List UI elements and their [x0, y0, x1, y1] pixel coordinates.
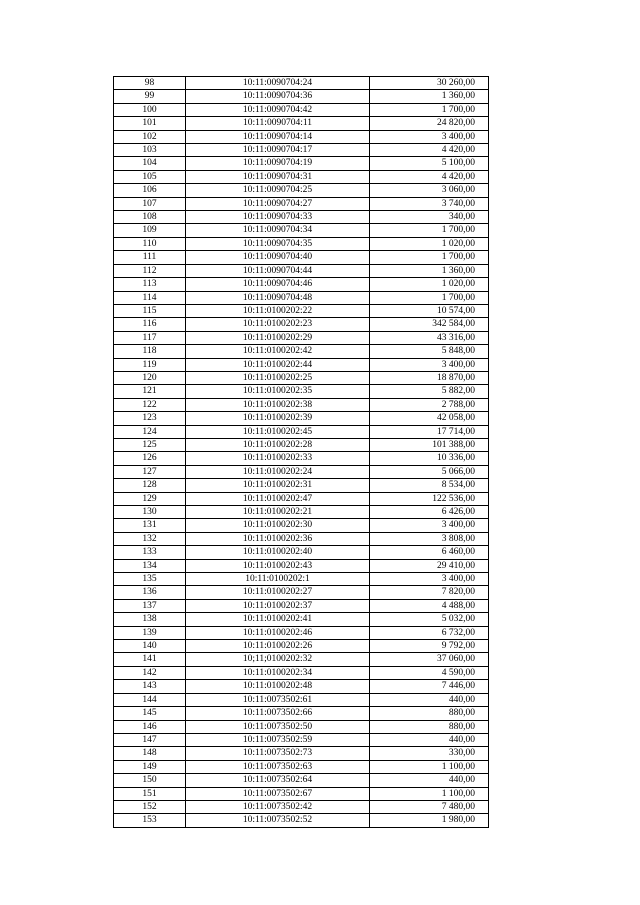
- amount-cell: 1 700,00: [370, 251, 489, 264]
- table-row: [114, 345, 489, 358]
- row-number-cell: 115: [114, 304, 186, 317]
- row-number-cell: 144: [114, 693, 186, 706]
- cadastral-number-cell: 10:11:0100202:30: [186, 519, 370, 532]
- amount-cell: 30 260,00: [370, 77, 489, 90]
- table-row: [114, 251, 489, 264]
- table-row: [114, 224, 489, 237]
- amount-cell: 3 060,00: [370, 184, 489, 197]
- table-row: [114, 291, 489, 304]
- amount-cell: 3 740,00: [370, 197, 489, 210]
- table-row: [114, 532, 489, 545]
- row-number-cell: 99: [114, 90, 186, 103]
- amount-cell: 1 360,00: [370, 264, 489, 277]
- cadastral-number-cell: 10:11:0100202:26: [186, 640, 370, 653]
- table-row: [114, 130, 489, 143]
- row-number-cell: 104: [114, 157, 186, 170]
- cadastral-number-cell: 10:11:0100202:36: [186, 532, 370, 545]
- amount-cell: 1 020,00: [370, 237, 489, 250]
- cadastral-number-cell: 10:11:0100202:1: [186, 573, 370, 586]
- cadastral-number-cell: 10:11:0090704:44: [186, 264, 370, 277]
- amount-cell: 5 882,00: [370, 385, 489, 398]
- table-row: [114, 720, 489, 733]
- amount-cell: 6 460,00: [370, 546, 489, 559]
- amount-cell: 880,00: [370, 720, 489, 733]
- table-row: [114, 760, 489, 773]
- cadastral-number-cell: 10:11:0100202:21: [186, 506, 370, 519]
- amount-cell: 2 788,00: [370, 398, 489, 411]
- amount-cell: 37 060,00: [370, 653, 489, 666]
- row-number-cell: 101: [114, 117, 186, 130]
- cadastral-table: [113, 76, 489, 828]
- table-row: [114, 425, 489, 438]
- cadastral-number-cell: 10:11:0073502:52: [186, 814, 370, 827]
- cadastral-number-cell: 10:11:0100202:35: [186, 385, 370, 398]
- cadastral-number-cell: 10:11:0100202:46: [186, 626, 370, 639]
- table-row: [114, 237, 489, 250]
- amount-cell: 440,00: [370, 733, 489, 746]
- cadastral-number-cell: 10:11:0090704:14: [186, 130, 370, 143]
- table-row: [114, 304, 489, 317]
- row-number-cell: 98: [114, 77, 186, 90]
- table-row: [114, 184, 489, 197]
- cadastral-number-cell: 10:11:0100202:42: [186, 345, 370, 358]
- amount-cell: 29 410,00: [370, 559, 489, 572]
- cadastral-number-cell: 10:11:0090704:24: [186, 77, 370, 90]
- amount-cell: 3 400,00: [370, 358, 489, 371]
- cadastral-number-cell: 10:11:0100202:38: [186, 398, 370, 411]
- amount-cell: 43 316,00: [370, 331, 489, 344]
- cadastral-number-cell: 10:11:0100202:44: [186, 358, 370, 371]
- row-number-cell: 116: [114, 318, 186, 331]
- table-row: [114, 77, 489, 90]
- cadastral-number-cell: 10:11:0100202:33: [186, 452, 370, 465]
- table-row: [114, 479, 489, 492]
- amount-cell: 1 700,00: [370, 103, 489, 116]
- cadastral-number-cell: 10:11:0090704:40: [186, 251, 370, 264]
- table-row: [114, 666, 489, 679]
- cadastral-number-cell: 10:11:0100202:40: [186, 546, 370, 559]
- table-row: [114, 559, 489, 572]
- row-number-cell: 103: [114, 144, 186, 157]
- cadastral-number-cell: 10:11:0090704:34: [186, 224, 370, 237]
- cadastral-number-cell: 10:11:0100202:22: [186, 304, 370, 317]
- amount-cell: 42 058,00: [370, 412, 489, 425]
- amount-cell: 440,00: [370, 774, 489, 787]
- cadastral-number-cell: 10:11:0100202:25: [186, 371, 370, 384]
- row-number-cell: 120: [114, 371, 186, 384]
- table-row: [114, 144, 489, 157]
- amount-cell: 10 574,00: [370, 304, 489, 317]
- amount-cell: 7 820,00: [370, 586, 489, 599]
- table-row: [114, 800, 489, 813]
- table-row: [114, 117, 489, 130]
- cadastral-number-cell: 10:11:0090704:17: [186, 144, 370, 157]
- row-number-cell: 119: [114, 358, 186, 371]
- cadastral-number-cell: 10:11:0100202:29: [186, 331, 370, 344]
- cadastral-number-cell: 10:11:0100202:23: [186, 318, 370, 331]
- row-number-cell: 138: [114, 613, 186, 626]
- row-number-cell: 128: [114, 479, 186, 492]
- cadastral-number-cell: 10:11:0100202:41: [186, 613, 370, 626]
- table-row: [114, 398, 489, 411]
- row-number-cell: 137: [114, 599, 186, 612]
- row-number-cell: 122: [114, 398, 186, 411]
- cadastral-number-cell: 10:11:0090704:36: [186, 90, 370, 103]
- amount-cell: 5 848,00: [370, 345, 489, 358]
- table-row: [114, 506, 489, 519]
- row-number-cell: 148: [114, 747, 186, 760]
- amount-cell: 4 488,00: [370, 599, 489, 612]
- table-row: [114, 693, 489, 706]
- row-number-cell: 152: [114, 800, 186, 813]
- table-row: [114, 438, 489, 451]
- cadastral-number-cell: 10:11:0100202:47: [186, 492, 370, 505]
- amount-cell: 440,00: [370, 693, 489, 706]
- row-number-cell: 146: [114, 720, 186, 733]
- table-row: [114, 626, 489, 639]
- cadastral-number-cell: 10:11:0073502:42: [186, 800, 370, 813]
- row-number-cell: 145: [114, 707, 186, 720]
- table-row: [114, 211, 489, 224]
- amount-cell: 1 700,00: [370, 224, 489, 237]
- table-row: [114, 465, 489, 478]
- amount-cell: 4 590,00: [370, 666, 489, 679]
- row-number-cell: 147: [114, 733, 186, 746]
- cadastral-number-cell: 10:11:0100202:27: [186, 586, 370, 599]
- table-row: [114, 814, 489, 827]
- table-row: [114, 197, 489, 210]
- table-row: [114, 747, 489, 760]
- row-number-cell: 141: [114, 653, 186, 666]
- table-row: [114, 586, 489, 599]
- row-number-cell: 106: [114, 184, 186, 197]
- row-number-cell: 102: [114, 130, 186, 143]
- cadastral-number-cell: 10:11:0073502:50: [186, 720, 370, 733]
- amount-cell: 122 536,00: [370, 492, 489, 505]
- row-number-cell: 123: [114, 412, 186, 425]
- cadastral-number-cell: 10:11:0100202:28: [186, 438, 370, 451]
- row-number-cell: 112: [114, 264, 186, 277]
- amount-cell: 7 446,00: [370, 680, 489, 693]
- row-number-cell: 114: [114, 291, 186, 304]
- table-body: [114, 77, 489, 828]
- table-row: [114, 519, 489, 532]
- amount-cell: 24 820,00: [370, 117, 489, 130]
- table-row: [114, 170, 489, 183]
- table-row: [114, 680, 489, 693]
- amount-cell: 1 020,00: [370, 278, 489, 291]
- cadastral-number-cell: 10:11:0073502:63: [186, 760, 370, 773]
- table-row: [114, 492, 489, 505]
- cadastral-number-cell: 10:11:0090704:35: [186, 237, 370, 250]
- row-number-cell: 127: [114, 465, 186, 478]
- row-number-cell: 109: [114, 224, 186, 237]
- cadastral-number-cell: 10:11:0073502:64: [186, 774, 370, 787]
- cadastral-number-cell: 10:11:0100202:34: [186, 666, 370, 679]
- table-row: [114, 331, 489, 344]
- amount-cell: 3 400,00: [370, 573, 489, 586]
- amount-cell: 1 980,00: [370, 814, 489, 827]
- amount-cell: 3 400,00: [370, 519, 489, 532]
- cadastral-number-cell: 10:11:0090704:27: [186, 197, 370, 210]
- cadastral-number-cell: 10:11:0100202:31: [186, 479, 370, 492]
- amount-cell: 6 732,00: [370, 626, 489, 639]
- row-number-cell: 149: [114, 760, 186, 773]
- amount-cell: 330,00: [370, 747, 489, 760]
- table-row: [114, 707, 489, 720]
- table-row: [114, 385, 489, 398]
- amount-cell: 8 534,00: [370, 479, 489, 492]
- row-number-cell: 153: [114, 814, 186, 827]
- row-number-cell: 124: [114, 425, 186, 438]
- row-number-cell: 136: [114, 586, 186, 599]
- table-row: [114, 787, 489, 800]
- cadastral-number-cell: 10:11:0100202:43: [186, 559, 370, 572]
- amount-cell: 5 032,00: [370, 613, 489, 626]
- table-row: [114, 264, 489, 277]
- cadastral-number-cell: 10:11:0090704:19: [186, 157, 370, 170]
- row-number-cell: 134: [114, 559, 186, 572]
- cadastral-number-cell: 10:11:0090704:31: [186, 170, 370, 183]
- table-row: [114, 412, 489, 425]
- cadastral-number-cell: 10:11:0090704:48: [186, 291, 370, 304]
- amount-cell: 6 426,00: [370, 506, 489, 519]
- cadastral-number-cell: 10:11:0100202:37: [186, 599, 370, 612]
- cadastral-number-cell: 10:11:0073502:67: [186, 787, 370, 800]
- row-number-cell: 108: [114, 211, 186, 224]
- row-number-cell: 130: [114, 506, 186, 519]
- row-number-cell: 118: [114, 345, 186, 358]
- amount-cell: 101 388,00: [370, 438, 489, 451]
- cadastral-number-cell: 10;11;0100202:32: [186, 653, 370, 666]
- amount-cell: 1 100,00: [370, 760, 489, 773]
- cadastral-number-cell: 10:11:0100202:48: [186, 680, 370, 693]
- row-number-cell: 105: [114, 170, 186, 183]
- row-number-cell: 133: [114, 546, 186, 559]
- amount-cell: 340,00: [370, 211, 489, 224]
- row-number-cell: 139: [114, 626, 186, 639]
- row-number-cell: 135: [114, 573, 186, 586]
- cadastral-number-cell: 10:11:0090704:33: [186, 211, 370, 224]
- amount-cell: 17 714,00: [370, 425, 489, 438]
- row-number-cell: 121: [114, 385, 186, 398]
- row-number-cell: 126: [114, 452, 186, 465]
- amount-cell: 5 066,00: [370, 465, 489, 478]
- row-number-cell: 151: [114, 787, 186, 800]
- amount-cell: 10 336,00: [370, 452, 489, 465]
- cadastral-number-cell: 10:11:0100202:24: [186, 465, 370, 478]
- amount-cell: 1 360,00: [370, 90, 489, 103]
- table-row: [114, 157, 489, 170]
- row-number-cell: 110: [114, 237, 186, 250]
- cadastral-number-cell: 10:11:0073502:61: [186, 693, 370, 706]
- amount-cell: 1 700,00: [370, 291, 489, 304]
- amount-cell: 9 792,00: [370, 640, 489, 653]
- cadastral-number-cell: 10:11:0090704:25: [186, 184, 370, 197]
- row-number-cell: 107: [114, 197, 186, 210]
- table-row: [114, 318, 489, 331]
- row-number-cell: 113: [114, 278, 186, 291]
- table-row: [114, 640, 489, 653]
- amount-cell: 4 420,00: [370, 144, 489, 157]
- table-row: [114, 733, 489, 746]
- cadastral-number-cell: 10:11:0073502:66: [186, 707, 370, 720]
- table-row: [114, 452, 489, 465]
- row-number-cell: 131: [114, 519, 186, 532]
- row-number-cell: 140: [114, 640, 186, 653]
- table-row: [114, 774, 489, 787]
- amount-cell: 3 808,00: [370, 532, 489, 545]
- table-row: [114, 599, 489, 612]
- amount-cell: 1 100,00: [370, 787, 489, 800]
- row-number-cell: 143: [114, 680, 186, 693]
- row-number-cell: 129: [114, 492, 186, 505]
- row-number-cell: 125: [114, 438, 186, 451]
- amount-cell: 880,00: [370, 707, 489, 720]
- row-number-cell: 150: [114, 774, 186, 787]
- row-number-cell: 100: [114, 103, 186, 116]
- amount-cell: 18 870,00: [370, 371, 489, 384]
- amount-cell: 3 400,00: [370, 130, 489, 143]
- amount-cell: 5 100,00: [370, 157, 489, 170]
- row-number-cell: 142: [114, 666, 186, 679]
- row-number-cell: 111: [114, 251, 186, 264]
- amount-cell: 7 480,00: [370, 800, 489, 813]
- table-row: [114, 653, 489, 666]
- amount-cell: 4 420,00: [370, 170, 489, 183]
- table-row: [114, 90, 489, 103]
- cadastral-number-cell: 10:11:0090704:11: [186, 117, 370, 130]
- row-number-cell: 132: [114, 532, 186, 545]
- cadastral-number-cell: 10:11:0090704:42: [186, 103, 370, 116]
- cadastral-number-cell: 10:11:0100202:45: [186, 425, 370, 438]
- table-row: [114, 371, 489, 384]
- amount-cell: 342 584,00: [370, 318, 489, 331]
- row-number-cell: 117: [114, 331, 186, 344]
- table-row: [114, 613, 489, 626]
- table-row: [114, 358, 489, 371]
- cadastral-number-cell: 10:11:0073502:59: [186, 733, 370, 746]
- table-row: [114, 103, 489, 116]
- table-row: [114, 546, 489, 559]
- cadastral-number-cell: 10:11:0090704:46: [186, 278, 370, 291]
- cadastral-number-cell: 10:11:0100202:39: [186, 412, 370, 425]
- table-row: [114, 573, 489, 586]
- table-row: [114, 278, 489, 291]
- cadastral-number-cell: 10:11:0073502:73: [186, 747, 370, 760]
